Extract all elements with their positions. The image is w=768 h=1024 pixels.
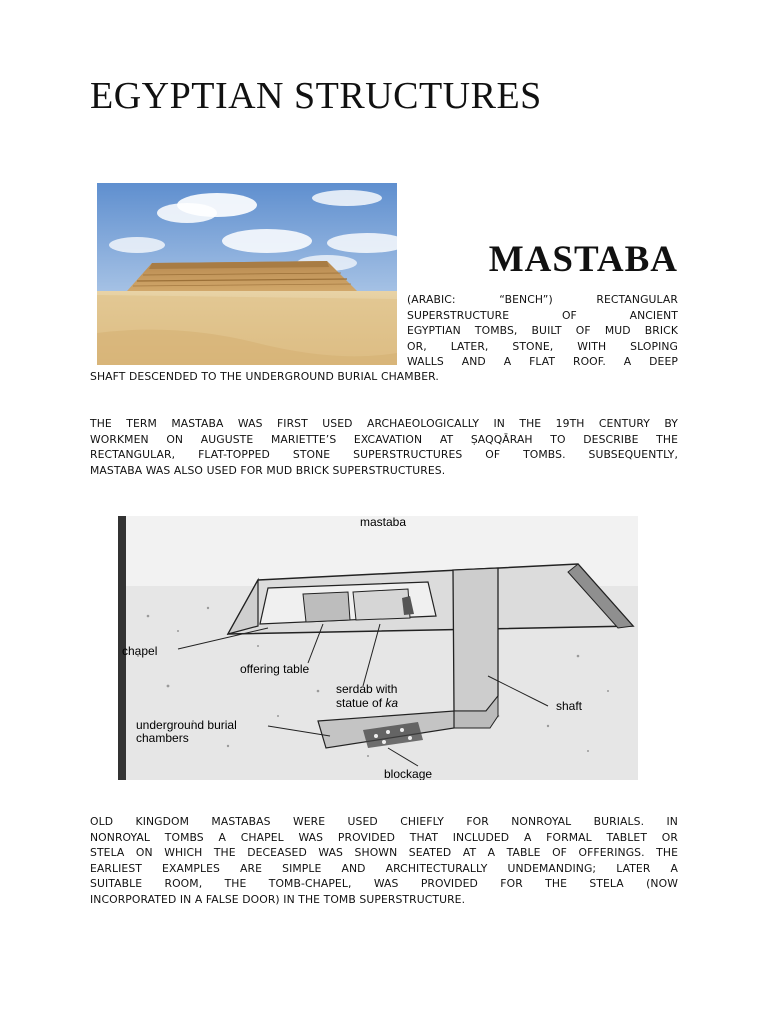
page-title: EGYPTIAN STRUCTURES	[90, 75, 542, 117]
paragraph-line: SUITABLE ROOM, THE TOMB-CHAPEL, WAS PROVIDED FOR THE STELA (NOW	[90, 877, 678, 890]
old-kingdom-paragraph	[90, 814, 678, 907]
paragraph-line: OLD KINGDOM MASTABAS WERE USED CHIEFLY FOR NONROYAL BURIALS. IN	[90, 815, 678, 828]
label-underground-line1: underground burial	[136, 718, 237, 732]
paragraph-line: SHAFT DESCENDED TO THE UNDERGROUND BURIAL CHAMBER.	[90, 370, 439, 383]
paragraph-line: OR, LATER, STONE, WITH SLOPING	[407, 339, 678, 353]
paragraph-line: SUPERSTRUCTURE OF ANCIENT	[407, 308, 678, 322]
label-offering-table: offering table	[240, 662, 310, 676]
label-blockage: blockage	[384, 767, 433, 780]
label-chapel: chapel	[122, 644, 158, 658]
diagram-title: mastaba	[360, 516, 407, 529]
paragraph-line: INCORPORATED IN A FALSE DOOR) IN THE TOMB SUPERSTRUCTURE.	[90, 892, 466, 906]
paragraph-line: NONROYAL TOMBS A CHAPEL WAS PROVIDED THAT INCLUDED A FORMAL TABLET OR	[90, 830, 678, 844]
term-history-paragraph	[90, 416, 678, 478]
paragraph-line: EARLIEST EXAMPLES ARE SIMPLE AND ARCHITECTURALLY UNDEMANDING; LATER A	[90, 861, 678, 875]
paragraph-line: THE TERM MASTABA WAS FIRST USED ARCHAEOLOGICALLY IN THE 19TH CENTURY BY	[90, 417, 678, 430]
paragraph-line: RECTANGULAR, FLAT-TOPPED STONE SUPERSTRUCTURES OF TOMBS. SUBSEQUENTLY,	[90, 448, 678, 461]
paragraph-line: MASTABA WAS ALSO USED FOR MUD BRICK SUPERSTRUCTURES.	[90, 463, 446, 477]
paragraph-line: WORKMEN ON AUGUSTE MARIETTE’S EXCAVATION AT ṢAQQĀRAH TO DESCRIBE THE	[90, 432, 678, 446]
mastaba-intro-paragraph	[407, 292, 678, 370]
label-serdab-line1: serdab with	[336, 682, 398, 696]
mastaba-intro-continuation	[90, 369, 678, 385]
mastaba-cross-section-diagram	[118, 516, 638, 780]
mastaba-photo	[97, 183, 397, 365]
section-heading-mastaba: MASTABA	[488, 239, 678, 280]
label-serdab-line2: statue of ka	[336, 696, 399, 710]
paragraph-line: WALLS AND A FLAT ROOF. A DEEP	[407, 355, 678, 368]
paragraph-line: EGYPTIAN TOMBS, BUILT OF MUD BRICK	[407, 324, 678, 337]
paragraph-line: STELA ON WHICH THE DECEASED WAS SHOWN SEATED AT A TABLE OF OFFERINGS. THE	[90, 846, 678, 859]
label-shaft: shaft	[556, 699, 583, 713]
label-underground-line2: chambers	[136, 731, 189, 745]
paragraph-line: (ARABIC: “BENCH”) RECTANGULAR	[407, 293, 678, 306]
